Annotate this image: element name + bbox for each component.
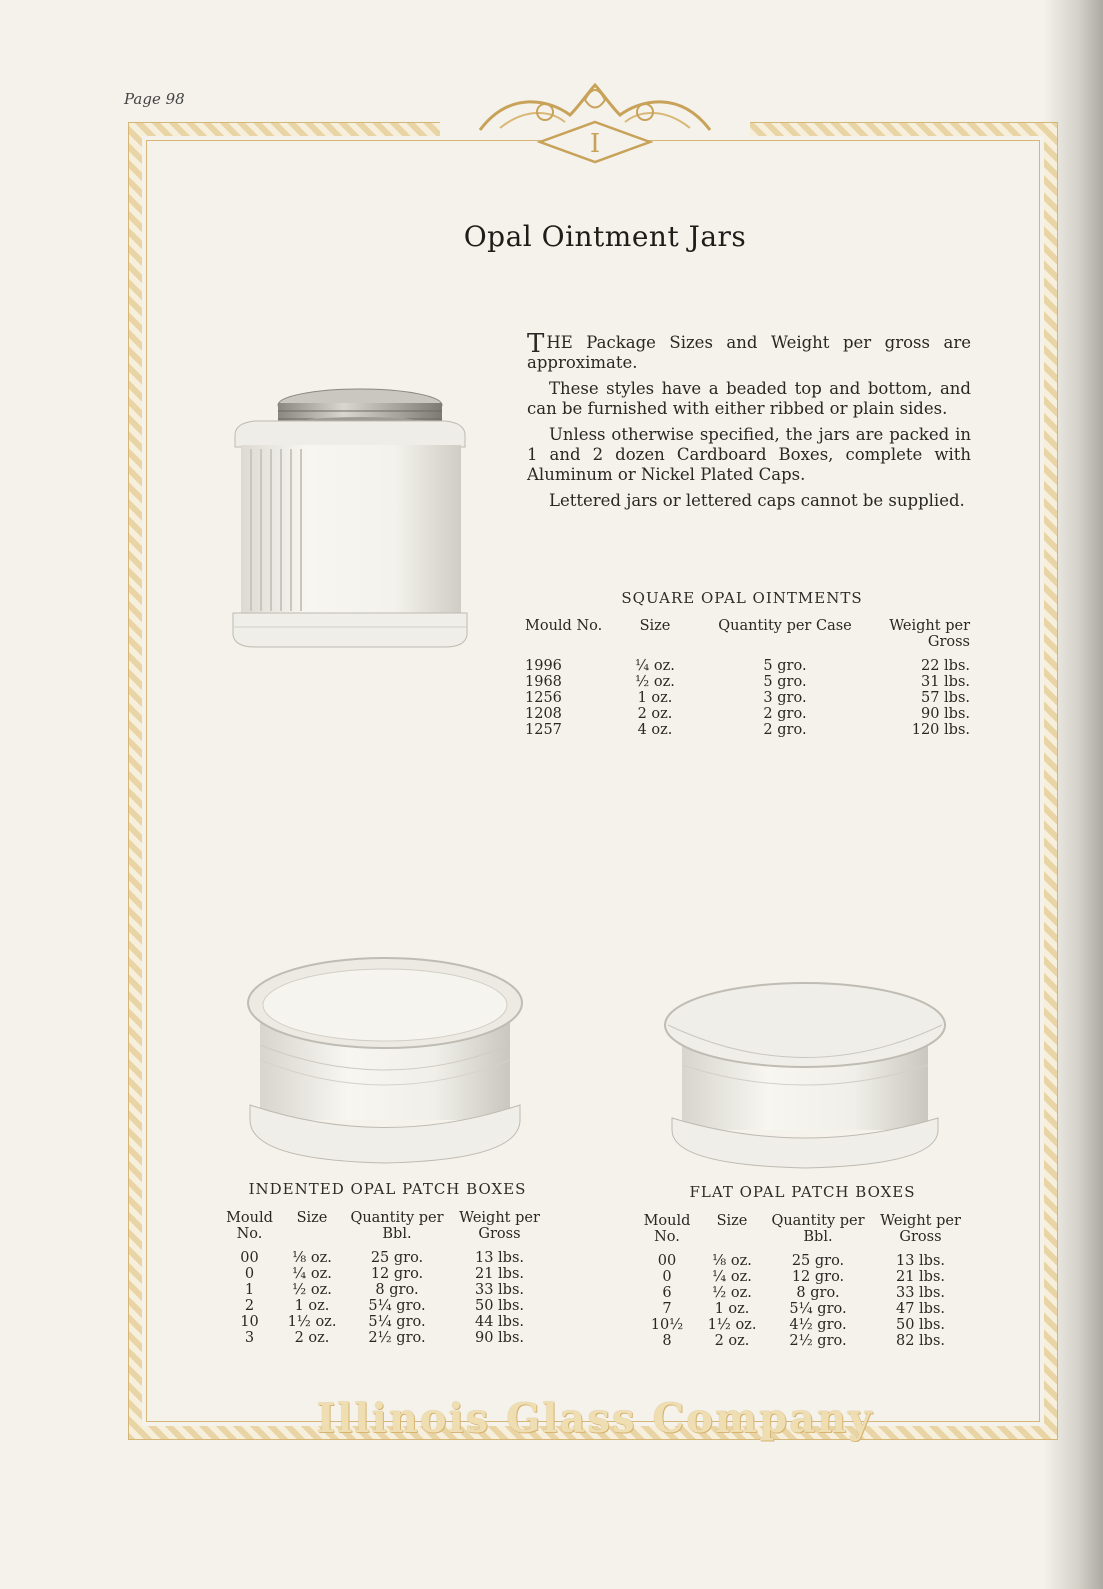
- page-number: Page 98: [124, 90, 185, 108]
- col-weight: Weight per Gross: [459, 1210, 540, 1242]
- table-row: 7 1 oz. 5¼ gro. 47 lbs.: [662, 1301, 946, 1317]
- col-quantity: Quantity per Bbl.: [771, 1213, 865, 1245]
- table-row: 1257 4 oz. 2 gro. 120 lbs.: [525, 722, 970, 738]
- page-title: Opal Ointment Jars: [463, 220, 747, 253]
- table-row: 1968 ½ oz. 5 gro. 31 lbs.: [525, 674, 970, 690]
- table-row: 1208 2 oz. 2 gro. 90 lbs.: [525, 706, 970, 722]
- col-mould: Mould No.: [643, 1213, 691, 1245]
- square-table-title: SQUARE OPAL OINTMENTS: [621, 589, 863, 607]
- col-quantity: Quantity per Case: [718, 618, 852, 634]
- col-size: Size: [716, 1213, 748, 1229]
- table-row: 8 2 oz. 2½ gro. 82 lbs.: [662, 1333, 946, 1349]
- square-jar-illustration: [225, 385, 475, 660]
- crest-letter: I: [589, 129, 601, 159]
- table-row: 1256 1 oz. 3 gro. 57 lbs.: [525, 690, 970, 706]
- crest-ornament: [440, 70, 750, 170]
- table-row: 0 ¼ oz. 12 gro. 21 lbs.: [244, 1266, 525, 1282]
- intro-paragraph-2: These styles have a beaded top and bottom, and can be furnished with either ribbed or plain sides.: [527, 379, 971, 418]
- table-row: 2 1 oz. 5¼ gro. 50 lbs.: [244, 1298, 525, 1314]
- col-size: Size: [296, 1210, 328, 1226]
- col-size: Size: [639, 618, 671, 634]
- drop-cap: T: [527, 329, 545, 359]
- table-row: 0 ¼ oz. 12 gro. 21 lbs.: [662, 1269, 946, 1285]
- intro-paragraph-1: [527, 329, 971, 373]
- col-mould: Mould No.: [525, 618, 603, 634]
- flat-patch-table: [638, 1213, 973, 1349]
- table-row: 1996 ¼ oz. 5 gro. 22 lbs.: [525, 658, 970, 674]
- table-row: 1 ½ oz. 8 gro. 33 lbs.: [244, 1282, 525, 1298]
- intro-p1-text: HE Package Sizes and Weight per gross are approximate.: [527, 333, 971, 372]
- intro-paragraph-4: Lettered jars or lettered caps cannot be supplied.: [549, 491, 965, 510]
- intro-text: [527, 329, 971, 517]
- col-weight: Weight per Gross: [880, 1213, 961, 1245]
- table-row: 10 1½ oz. 5¼ gro. 44 lbs.: [240, 1314, 525, 1330]
- col-quantity: Quantity per Bbl.: [350, 1210, 444, 1242]
- col-mould: Mould No.: [226, 1210, 273, 1242]
- table-row: 10½ 1½ oz. 4½ gro. 50 lbs.: [650, 1317, 946, 1333]
- table-row: 00 ⅛ oz. 25 gro. 13 lbs.: [240, 1250, 525, 1266]
- flat-patch-box-illustration: [660, 980, 950, 1170]
- footer-company-name: Illinois Glass Company: [316, 1395, 874, 1442]
- table-row: 00 ⅛ oz. 25 gro. 13 lbs.: [657, 1253, 946, 1269]
- indented-patch-table: [222, 1210, 552, 1346]
- col-weight: Weight per Gross: [889, 618, 970, 650]
- flat-table-title: FLAT OPAL PATCH BOXES: [689, 1183, 916, 1201]
- square-opal-table: [525, 618, 970, 738]
- table-row: 3 2 oz. 2½ gro. 90 lbs.: [244, 1330, 525, 1346]
- table-row: 6 ½ oz. 8 gro. 33 lbs.: [662, 1285, 946, 1301]
- intro-paragraph-3: Unless otherwise specified, the jars are packed in 1 and 2 dozen Cardboard Boxes, complete with Aluminum or Nickel Plated Caps.: [527, 425, 971, 484]
- indented-table-title: INDENTED OPAL PATCH BOXES: [248, 1180, 527, 1198]
- indented-patch-box-illustration: [240, 945, 530, 1165]
